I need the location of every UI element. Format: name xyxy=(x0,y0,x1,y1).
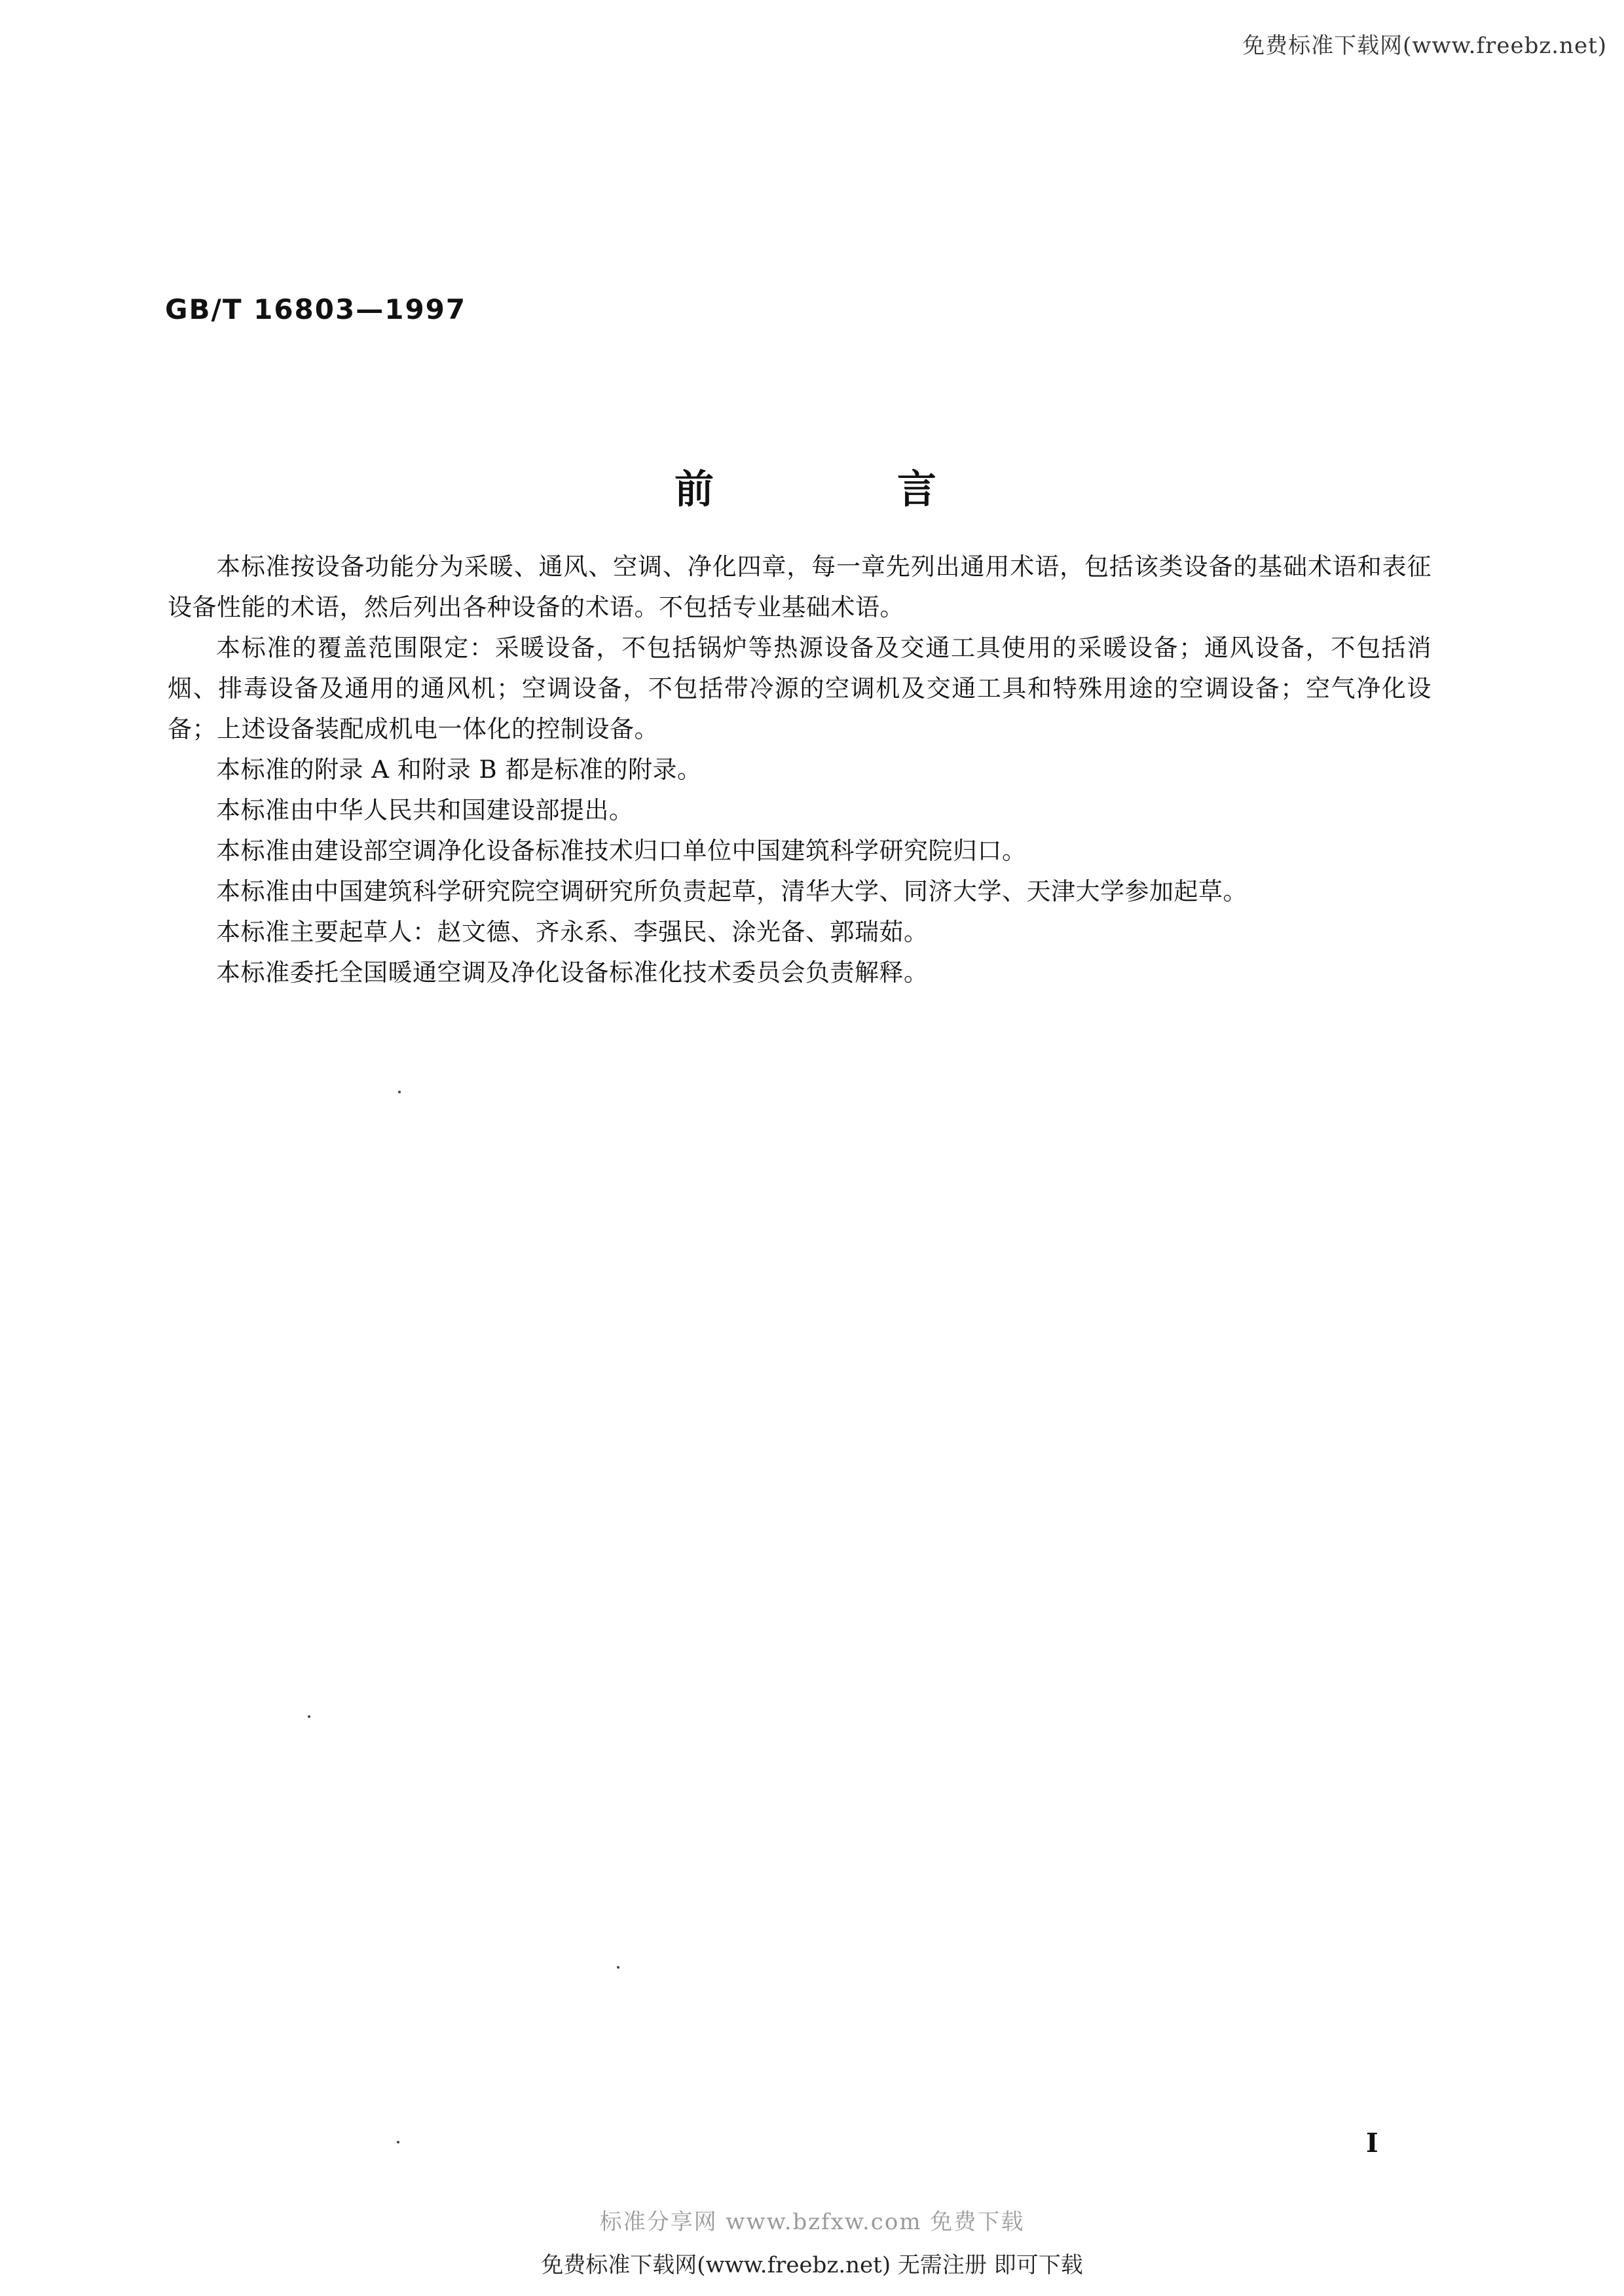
page-title xyxy=(674,458,936,515)
paragraph-drafters: 本标准主要起草人：赵文德、齐永系、李强民、涂光备、郭瑞茹。 xyxy=(216,918,929,946)
foreword-body xyxy=(168,547,1431,993)
footer-watermark-secondary: 免费标准下载网(www.freebz.net) 无需注册 即可下载 xyxy=(541,2252,1083,2278)
title-char-1: 前 xyxy=(674,467,714,513)
scan-speck xyxy=(398,1091,401,1093)
paragraph-scope-chapters: 本标准按设备功能分为采暖、通风、空调、净化四章，每一章先列出通用术语，包括该类设备的基础术语和表征设备性能的术语，然后列出各种设备的术语。不包括专业基础术语。 xyxy=(168,553,1431,621)
page-number: I xyxy=(1366,2128,1378,2159)
scan-speck xyxy=(397,2141,399,2143)
paragraph-administrator: 本标准由建设部空调净化设备标准技术归口单位中国建筑科学研究院归口。 xyxy=(216,837,1027,865)
standard-code: GB/T 16803—1997 xyxy=(165,293,467,325)
footer-watermark-primary: 标准分享网 www.bzfxw.com 免费下载 xyxy=(599,2209,1025,2235)
paragraph-proposer: 本标准由中华人民共和国建设部提出。 xyxy=(216,796,634,824)
paragraph-interpretation: 本标准委托全国暖通空调及净化设备标准化技术委员会负责解释。 xyxy=(216,958,929,987)
title-char-2: 言 xyxy=(897,467,936,513)
header-watermark: 免费标准下载网(www.freebz.net) xyxy=(1242,33,1607,59)
paragraph-appendix: 本标准的附录 A 和附录 B 都是标准的附录。 xyxy=(216,756,702,784)
scan-speck xyxy=(617,1966,619,1969)
paragraph-drafting-units: 本标准由中国建筑科学研究院空调研究所负责起草，清华大学、同济大学、天津大学参加起草。 xyxy=(216,877,1247,905)
paragraph-coverage: 本标准的覆盖范围限定：采暖设备，不包括锅炉等热源设备及交通工具使用的采暖设备；通风设备，不包括消烟、排毒设备及通用的通风机；空调设备，不包括带冷源的空调机及交通工具和特殊用途的空调设备；空气净化设备；上述设备装配成机电一体化的控制设备。 xyxy=(168,634,1431,743)
scan-speck xyxy=(308,1715,310,1718)
